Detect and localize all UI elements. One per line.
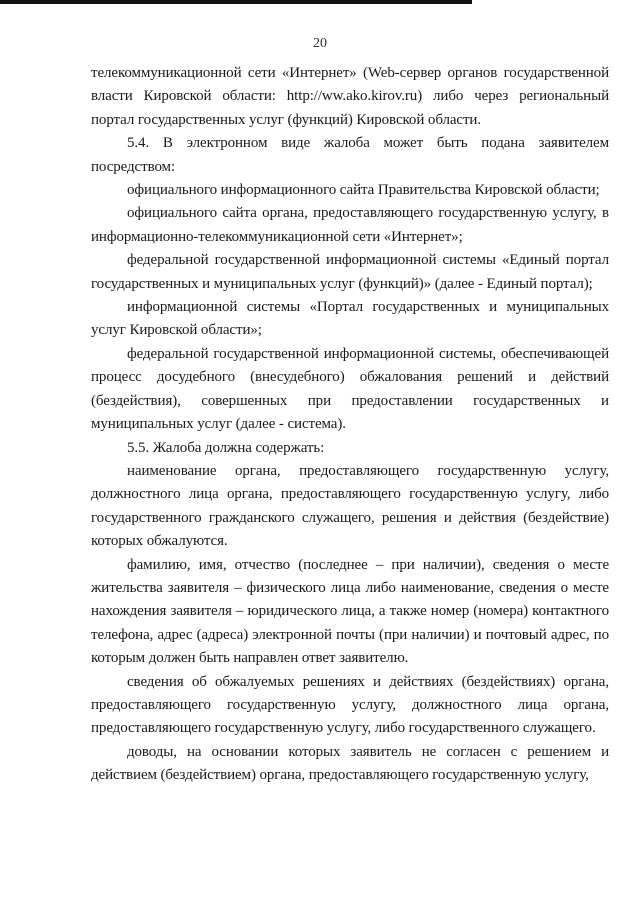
paragraph-section-5-5: 5.5. Жалоба должна содержать: [127,439,325,456]
paragraph-section-5-4: 5.4. В электронном виде жалоба может быть подана заявителем посредством: [91,135,609,175]
document-body [91,62,609,788]
top-rule [0,0,472,4]
paragraph-official-info-site: официального информационного сайта Правительства Кировской области; [127,182,600,199]
paragraph-regional-portal: информационной системы «Портал государственных и муниципальных услуг Кировской области»; [91,299,609,339]
paragraph-unified-portal: федеральной государственной информационной системы «Единый портал государственных и муниципальных услуг (функций)» (далее - Единый портал); [91,252,609,292]
paragraph-organ-name: наименование органа, предоставляющего государственную услугу, должностного лица органа, предоставляющего государственную услугу, либо государственного гражданского служащего, решения и действия (бездействие) которых обжалуются. [91,462,609,550]
paragraph-arguments: доводы, на основании которых заявитель не согласен с решением и действием (бездействием) органа, предоставляющего государственную услугу, [91,743,609,784]
paragraph-continuation: телекоммуникационной сети «Интернет» (Web-сервер органов государственной власти Кировской области: http://ww.ako.kirov.ru) либо через региональный портал государственных услуг (функций) Кировской области. [91,65,609,128]
paragraph-applicant-details: фамилию, имя, отчество (последнее – при наличии), сведения о месте жительства заявителя – физического лица либо наименование, сведения о месте нахождения заявителя – юридического лица, а также номер (номера) контактного телефона, адрес (адреса) электронной почты (при наличии) и почтовый адрес, по которым должен быть направлен ответ заявителю. [91,556,609,667]
paragraph-appeals-system: федеральной государственной информационной системы, обеспечивающей процесс досудебного (внесудебного) обжалования решений и действий (бездействия), совершенных при предоставлении государственных и муниципальных услуг (далее - система). [91,345,609,433]
paragraph-appealed-decisions: сведения об обжалуемых решениях и действиях (бездействиях) органа, предоставляющего государственную услугу, должностного лица органа, предоставляющего государственную услугу, либо государственного служащего. [91,673,609,737]
paragraph-official-organ-site: официального сайта органа, предоставляющего государственную услугу, в информационно-телекоммуникационной сети «Интернет»; [91,205,609,245]
page-number: 20 [313,36,327,51]
